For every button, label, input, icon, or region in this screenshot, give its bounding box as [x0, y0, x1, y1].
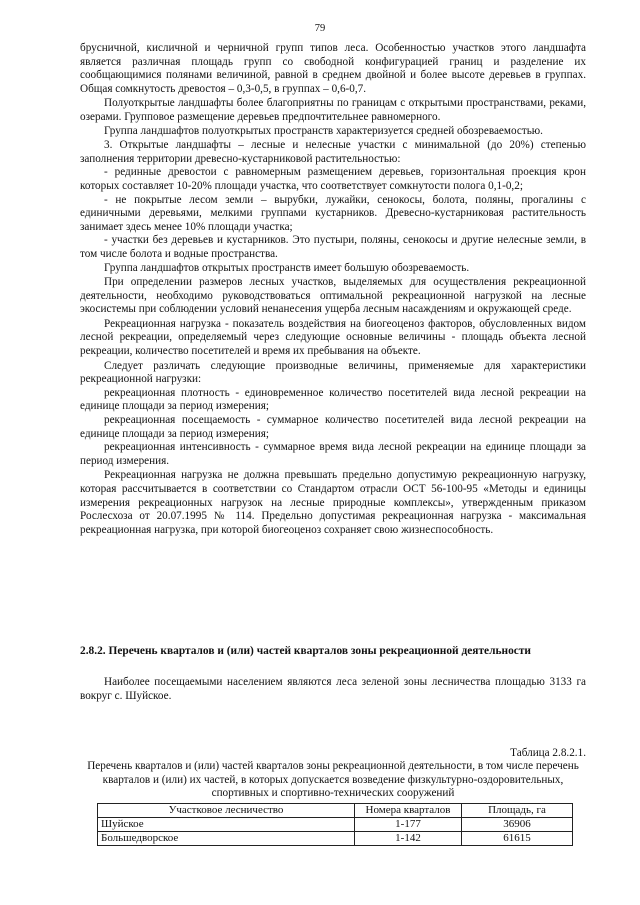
table-cell: 1-177	[355, 818, 462, 832]
column-header: Площадь, га	[462, 804, 573, 818]
forestry-table	[97, 803, 573, 846]
section-heading: 2.8.2. Перечень кварталов и (или) частей кварталов зоны рекреационной деятельности	[80, 645, 531, 657]
table-cell: 1-142	[355, 832, 462, 846]
paragraph: Группа ландшафтов полуоткрытых пространств характеризуется средней обозреваемостью.	[104, 124, 543, 137]
table-number: Таблица 2.8.2.1.	[510, 747, 586, 759]
paragraph: рекреационная плотность - единовременное количество посетителей вида лесной рекреации на единице площади за период измерения;	[80, 386, 586, 413]
column-header: Номера кварталов	[355, 804, 462, 818]
table-row	[98, 832, 573, 846]
paragraph: рекреационная посещаемость - суммарное количество посетителей вида лесной рекреации на единице площади за период измерения;	[80, 414, 586, 440]
paragraph: Группа ландшафтов открытых пространств имеет большую обозреваемость.	[104, 261, 470, 274]
page-number: 79	[314, 23, 326, 34]
paragraph: брусничной, кисличной и черничной групп типов леса. Особенностью участков этого ландшафта является различная площадь групп со свободной конфигурацией границ и разделение их сообщающимися полянами величиной, равной в среднем двойной и более высоте деревьев в группах. Общая сомкнутость древостоя – 0,3-0,5, в группах – 0,6-0,7.	[80, 42, 586, 95]
section-intro: Наиболее посещаемыми населением являются леса зеленой зоны лесничества площадью 3133 га вокруг с. Шуйское.	[80, 676, 586, 702]
body-text	[80, 42, 586, 537]
list-item: - участки без деревьев и кустарников. Это пустыри, поляны, сенокосы и другие нелесные земли, в том числе болота и водные пространства.	[80, 234, 586, 260]
list-item: - рединные древостои с равномерным размещением деревьев, горизонтальная проекция крон которых составляет 10-20% площади участка, что соответствует сомкнутости полога 0,1-0,2;	[80, 166, 586, 192]
table-cell: Шуйское	[98, 818, 355, 832]
paragraph: Рекреационная нагрузка - показатель воздействия на биогеоценоз факторов, обусловленных видом лесной рекреации, определяемый через следующие основные величины - площадь объекта лесной рекреации, количество посетителей и время их пребывания на объекте.	[80, 317, 586, 358]
table-header-row	[98, 804, 573, 818]
paragraph: При определении размеров лесных участков, выделяемых для осуществления рекреационной деятельности, необходимо руководствоваться оптимальной рекреационной нагрузкой на лесные экосистемы при соблюдении условий ненанесения ущерба лесным насаждениям и окружающей среде.	[80, 276, 586, 316]
paragraph: Рекреационная нагрузка не должна превышать предельно допустимую рекреационную нагрузку, которая рассчитывается в соответствии со Стандартом отрасли ОСТ 56-100-95 «Методы и единицы измерения рекреационных нагрузок на лесные природные комплексы», утвержденным приказом Рослесхоза от 20.07.1995 № 114. Предельно допустимая рекреационная нагрузка - максимальная рекреационная нагрузка, при которой биогеоценоз сохраняет свою жизнеспособность.	[80, 469, 586, 536]
table-cell: Большедворское	[98, 832, 355, 846]
table-cell: 61615	[462, 832, 573, 846]
table-row	[98, 818, 573, 832]
table-caption: Перечень кварталов и (или) частей кварталов зоны рекреационной деятельности, в том числе перечень кварталов и (или) их частей, в которых допускается возведение физкультурно-оздоровительных, спортивных и спортивно-технических сооружений	[87, 760, 579, 800]
paragraph: рекреационная интенсивность - суммарное время вида лесной рекреации на единице площади за период измерения.	[80, 441, 586, 467]
table-cell: 36906	[462, 818, 573, 832]
list-item: - не покрытые лесом земли – вырубки, лужайки, сенокосы, болота, поляны, прогалины с единичными деревьями, мелкими группами кустарников. Древесно-кустарниковая растительность занимает здесь менее 10% площади участка;	[80, 193, 586, 233]
paragraph: Следует различать следующие производные величины, применяемые для характеристики рекреационной нагрузки:	[80, 359, 586, 386]
column-header: Участковое лесничество	[98, 804, 355, 818]
paragraph: Полуоткрытые ландшафты более благоприятны по границам с открытыми пространствами, реками, озерами. Групповое размещение деревьев предпочтительнее равномерного.	[80, 97, 586, 123]
paragraph: 3. Открытые ландшафты – лесные и нелесные участки с минимальной (до 20%) степенью заполнения территории древесно-кустарниковой растительностью:	[80, 139, 586, 165]
